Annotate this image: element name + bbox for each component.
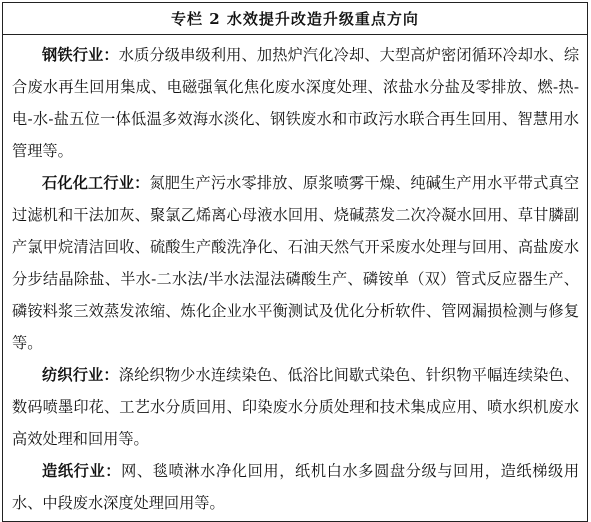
sector-name: 钢铁行业： [42, 46, 119, 64]
sector-paragraph-paper [12, 455, 579, 519]
sector-text: 氮肥生产污水零排放、原浆喷雾干燥、纯碱生产用水平带式真空过滤机和干法加灰、聚氯乙烯离心母液水回用、烧碱蒸发二次冷凝水回用、草甘膦副产氯甲烷清洁回收、硫酸生产酸洗净化、石油天然气开采废水处理与回用、高盐废水分步结晶除盐、半水-二水法/半水法湿法磷酸生产、磷铵单（双）管式反应器生产、磷铵料浆三效蒸发浓缩、炼化企业水平衡测试及优化分析软件、管网漏损检测与修复等。 [12, 174, 580, 352]
sector-name: 石化化工行业： [42, 174, 150, 192]
sector-text: 水质分级串级利用、加热炉汽化冷却、大型高炉密闭循环冷却水、综合废水再生回用集成、电磁强氧化焦化废水深度处理、浓盐水分盐及零排放、燃-热-电-水-盐五位一体低温多效海水淡化、钢铁废水和市政污水联合再生回用、智慧用水管理等。 [12, 46, 580, 160]
box-title: 专栏 2 水效提升改造升级重点方向 [3, 3, 587, 35]
sector-paragraph-textile [12, 359, 579, 455]
sector-name: 纺织行业： [42, 366, 119, 384]
sector-text: 网、毯喷淋水净化回用，纸机白水多圆盘分级与回用，造纸梯级用水、中段废水深度处理回用等。 [12, 462, 579, 512]
sector-paragraph-steel [12, 39, 579, 167]
column-box [2, 2, 588, 522]
box-content [3, 35, 587, 519]
sector-name: 造纸行业： [42, 462, 122, 480]
sector-text: 涤纶织物少水连续染色、低浴比间歇式染色、针织物平幅连续染色、数码喷墨印花、工艺水分质回用、印染废水分质处理和技术集成应用、喷水织机废水高效处理和回用等。 [12, 366, 580, 448]
sector-paragraph-petrochemical [12, 167, 579, 359]
